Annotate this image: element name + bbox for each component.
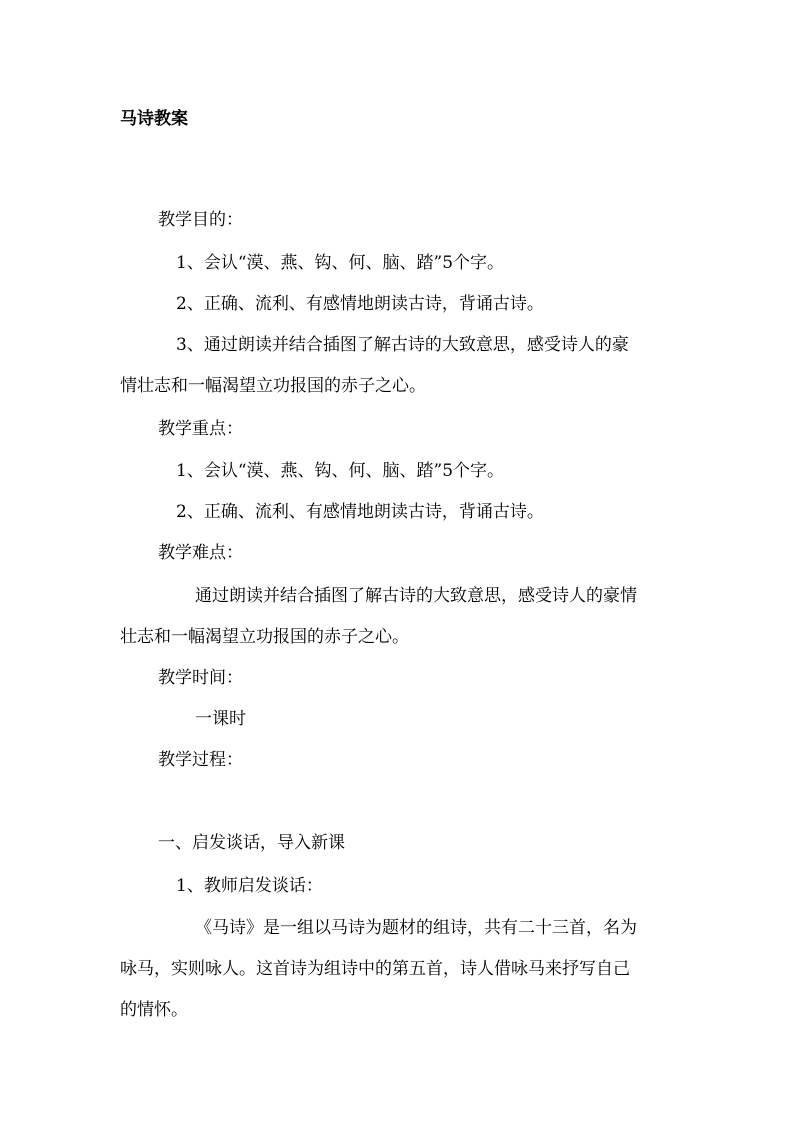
document-title: 马诗教案 xyxy=(120,109,188,129)
time-value: 一课时 xyxy=(195,709,246,729)
step-heading: 1、教师启发谈话： xyxy=(176,876,323,896)
goal-item: 2、正确、流利、有感情地朗读古诗，背诵古诗。 xyxy=(176,294,544,314)
goal-item-continued: 情壮志和一幅渴望立功报国的赤子之心。 xyxy=(120,376,426,396)
process-heading: 教学过程： xyxy=(158,750,243,770)
paragraph-line: 《马诗》是一组以马诗为题材的组诗，共有二十三首，名为 xyxy=(195,918,637,938)
difficulty-line: 通过朗读并结合插图了解古诗的大致意思，感受诗人的豪情 xyxy=(195,586,637,606)
goal-item: 1、会认“漠、燕、钩、何、脑、踏”5个字。 xyxy=(176,253,505,273)
key-points-heading: 教学重点： xyxy=(158,419,243,439)
section-heading: 一、启发谈话，导入新课 xyxy=(158,833,345,853)
difficulty-line-continued: 壮志和一幅渴望立功报国的赤子之心。 xyxy=(120,627,409,647)
goal-item: 3、通过朗读并结合插图了解古诗的大致意思，感受诗人的豪 xyxy=(176,335,629,355)
time-heading: 教学时间： xyxy=(158,668,243,688)
goals-heading: 教学目的： xyxy=(158,210,243,230)
difficulty-heading: 教学难点： xyxy=(158,543,243,563)
key-point-item: 2、正确、流利、有感情地朗读古诗，背诵古诗。 xyxy=(176,502,544,522)
paragraph-line: 的情怀。 xyxy=(120,1000,188,1020)
key-point-item: 1、会认“漠、燕、钩、何、脑、踏”5个字。 xyxy=(176,461,505,481)
paragraph-line: 咏马，实则咏人。这首诗为组诗中的第五首，诗人借咏马来抒写自己 xyxy=(120,959,630,979)
